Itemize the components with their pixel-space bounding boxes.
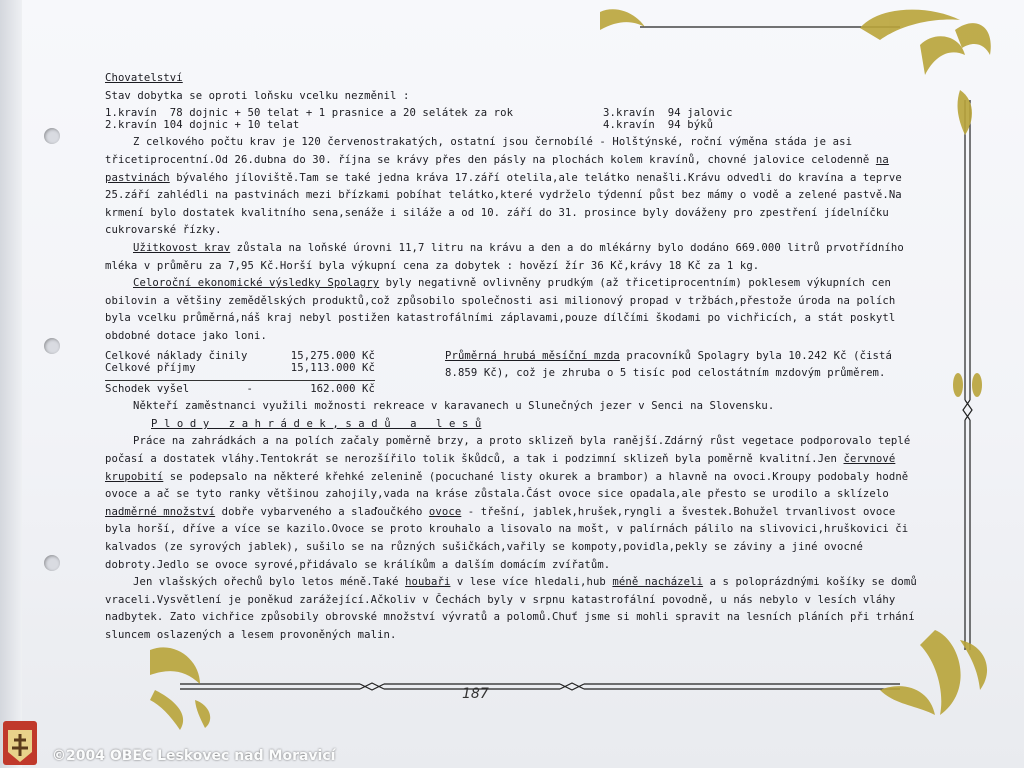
cow-stats: [105, 105, 925, 134]
paragraph-uzitkovost: Užitkovost krav zůstala na loňské úrovni 11,7 litru na krávu a den a do mlékárny bylo dodáno 669.000 litrů prvotřídního mléka v průměru za 7,95 Kč.Horší byla výkupní cena za dobytek : hovězí žír 36 Kč,krávy 18 Kč za 1 kg.: [105, 241, 904, 272]
document-text: [105, 70, 925, 645]
kravin-2: 2.kravín 104 dojnic + 10 telat: [105, 118, 300, 131]
copyright-watermark: ©2004 OBEC Leskovec nad Moravicí: [52, 748, 336, 764]
municipality-logo: [2, 720, 38, 766]
heading-plody: P l o d y z a h r á d e k , s a d ů a l e s ů: [151, 417, 482, 430]
paragraph-stav: Stav dobytka se oproti loňsku vcelku nezměnil :: [105, 89, 410, 102]
kravin-4: 4.kravín 94 býků: [603, 118, 714, 131]
paragraph-celkoveho: Z celkového počtu krav je 120 červenostrakatých, ostatní jsou černobílé - Holštýnské, roční výměna stáda je asi třicetiprocentní.Od 26.dubna do 30. října se krávy přes den pásly na plochách kolem kravínů, chovné jalovice celodenně na pastvinách bývalého jíloviště.Tam se také jedna kráva 17.září otelila,ale telátko nenašli.Krávu odvedli do kravína a teprve 25.září zahlédli na pastvinách mezi břízkami pobíhat telátko,které vydrželo týdenní půst bez mámy o vodě a zelené pastvě.Na krmení bylo dostatek kvalitního sena,senáže i siláže a od 10. září do 31. prosince byly dováženy pro zpestření jídelníčku cukrovarské řízky.: [105, 136, 902, 237]
page-number: 187: [462, 686, 489, 702]
paragraph-mzda: Průměrná hrubá měsíční mzda pracovníků Spolagry byla 10.242 Kč (čistá 8.859 Kč), což je zhruba o 5 tisíc pod celostátním mzdovým průměrem.: [445, 349, 892, 380]
paragraph-orechy: Jen vlašských ořechů bylo letos méně.Také houbaři v lese více hledali,hub méně nacházeli a s poloprázdnými košíky se domů vraceli.Vysvětlení je poněkud zarážející.Ačkoliv v Čechách byly v srpnu katastrofální povodně, u nás nebylo v lesích vláhy nadbytek. Zato vichřice způsobily obrovské množství vývratů a polomů.Chuť jsme si mohli spravit na lesních pláních při trhání sluncem oslazených a lesem provoněných malin.: [105, 576, 917, 641]
paragraph-prace: Práce na zahrádkách a na polích začaly poměrně brzy, a proto sklizeň byla ranější.Zdárný růst vegetace podporovalo teplé počasí a dostatek vláhy.Tentokrát se nerozšířilo tolik škůdců, a tak i podzimní sklizeň byla poměrně kvalitní.Jen červnové krupobití se podepsalo na některé křehké zelenině (pocuchané listy okurek a brambor) a hlavně na ovoci.Kroupy podobaly hodně ovoce a ač se tyto ranky většinou zahojily,vada na kráse zůstala.Část ovoce sice opadala,ale přesto se urodilo a sklízelo nadměrné množství dobře vybarveného a slaďoučkého ovoce - třešní, jablek,hrušek,ryngli a švestek.Bohužel trvanlivost ovoce byla horší, dříve a více se kazilo.Ovoce se proto krouhalo a lisovalo na mošt, v palírnách pálilo na slivovici,hruškovici či kalvados (ze syrových jablek), sušilo se na různých sušičkách,vařily se kompoty,povidla,pekly se záviny a jiné ovocné dobroty.Jedlo se ovoce syrové,přidávalo se králíkům a dalším domácím zvířatům.: [105, 435, 911, 571]
heading-chovatelstvi: Chovatelství: [105, 72, 183, 84]
naklady-row: Celkové náklady činily 15,275.000 Kč: [105, 349, 375, 362]
kravin-3: 3.kravín 94 jalovic: [603, 107, 733, 120]
paragraph-rekreace: Někteří zaměstnanci využili možnosti rekreace v karavanech u Slunečných jezer v Senci na Slovensku.: [133, 400, 775, 413]
prijmy-row: Celkové příjmy 15,113.000 Kč: [105, 362, 375, 375]
finance-block: [105, 348, 925, 399]
schodek-row: Schodek vyšel - 162.000 Kč: [105, 380, 375, 399]
kravin-1: 1.kravín 78 dojnic + 50 telat + 1 prasnice a 20 selátek za rok: [105, 107, 514, 120]
paragraph-celorocni: Celoroční ekonomické výsledky Spolagry byly negativně ovlivněny prudkým (až třicetiprocentním) poklesem výkupních cen obilovin a většiny zemědělských produktů,což způsobilo společnosti asi milionový propad v tržbách,přestože úroda na polích byla vcelku průměrná,náš kraj nebyl postižen katastrofálními záplavami,pouze dílčími škodami po vichřicích, a stát poskytl obdobné dotace jako loni.: [105, 277, 896, 342]
